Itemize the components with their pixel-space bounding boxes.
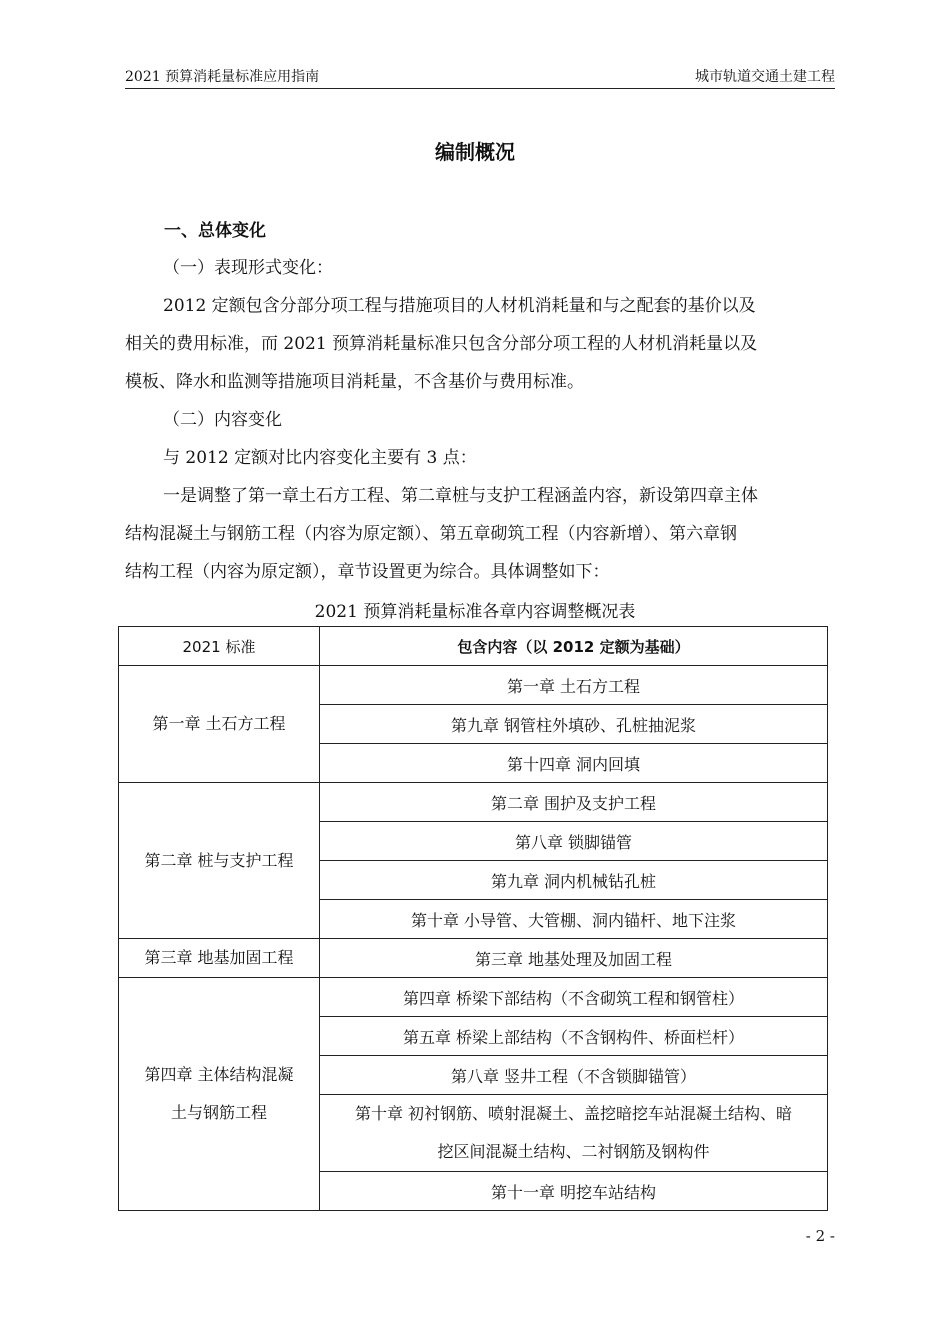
content-cell: 第五章 桥梁上部结构（不含钢构件、桥面栏杆） <box>320 1017 828 1056</box>
content-cell: 第十一章 明挖车站结构 <box>320 1172 828 1211</box>
content-cell: 第三章 地基处理及加固工程 <box>320 939 828 978</box>
page-header <box>125 64 835 89</box>
subheading-content: （二）内容变化 <box>163 410 282 430</box>
table-row <box>119 783 828 822</box>
content-line: 第十章 初衬钢筋、喷射混凝土、盖挖暗挖车站混凝土结构、暗 <box>354 1104 793 1123</box>
header-content: 包含内容（以 2012 定额为基础） <box>320 627 828 666</box>
content-cell: 第八章 竖井工程（不含锁脚锚管） <box>320 1056 828 1095</box>
std-cell: 第三章 地基加固工程 <box>119 939 320 978</box>
header-standard: 2021 标准 <box>119 627 320 666</box>
header-left: 2021 预算消耗量标准应用指南 <box>125 69 320 85</box>
table-row <box>119 666 828 705</box>
table-header-row <box>119 627 828 666</box>
std-cell: 第二章 桩与支护工程 <box>119 783 320 939</box>
para1-line1: 2012 定额包含分部分项工程与措施项目的人材机消耗量和与之配套的基价以及 <box>163 296 756 316</box>
para2: 与 2012 定额对比内容变化主要有 3 点： <box>163 448 477 468</box>
page-number: - 2 - <box>805 1227 835 1245</box>
chapter-table <box>118 626 828 1211</box>
std-line: 土与钢筋工程 <box>170 1103 267 1122</box>
content-cell <box>320 1095 828 1172</box>
table-caption: 2021 预算消耗量标准各章内容调整概况表 <box>314 602 636 622</box>
section-heading: 一、总体变化 <box>164 221 266 241</box>
para3-line2: 结构混凝土与钢筋工程（内容为原定额）、第五章砌筑工程（内容新增）、第六章钢 <box>125 524 737 544</box>
para3-line3: 结构工程（内容为原定额），章节设置更为综合。具体调整如下： <box>125 562 610 582</box>
table-row <box>119 978 828 1017</box>
header-right: 城市轨道交通土建工程 <box>695 69 835 85</box>
content-cell: 第八章 锁脚锚管 <box>320 822 828 861</box>
content-cell: 第十章 小导管、大管棚、洞内锚杆、地下注浆 <box>320 900 828 939</box>
para1-line2: 相关的费用标准，而 2021 预算消耗量标准只包含分部分项工程的人材机消耗量以及 <box>125 334 758 354</box>
content-cell: 第一章 土石方工程 <box>320 666 828 705</box>
std-line: 第四章 主体结构混凝 <box>144 1065 294 1084</box>
content-cell: 第二章 围护及支护工程 <box>320 783 828 822</box>
para1-line3: 模板、降水和监测等措施项目消耗量，不含基价与费用标准。 <box>125 372 584 392</box>
content-cell: 第四章 桥梁下部结构（不含砌筑工程和钢管柱） <box>320 978 828 1017</box>
page-title: 编制概况 <box>435 140 515 164</box>
table-row <box>119 939 828 978</box>
std-cell <box>119 978 320 1211</box>
content-cell: 第十四章 洞内回填 <box>320 744 828 783</box>
std-cell: 第一章 土石方工程 <box>119 666 320 783</box>
content-cell: 第九章 洞内机械钻孔桩 <box>320 861 828 900</box>
para3-line1: 一是调整了第一章土石方工程、第二章桩与支护工程涵盖内容，新设第四章主体 <box>163 486 758 506</box>
content-line: 挖区间混凝土结构、二衬钢筋及钢构件 <box>437 1142 710 1161</box>
subheading-form: （一）表现形式变化： <box>163 258 333 278</box>
content-cell: 第九章 钢管柱外填砂、孔桩抽泥浆 <box>320 705 828 744</box>
